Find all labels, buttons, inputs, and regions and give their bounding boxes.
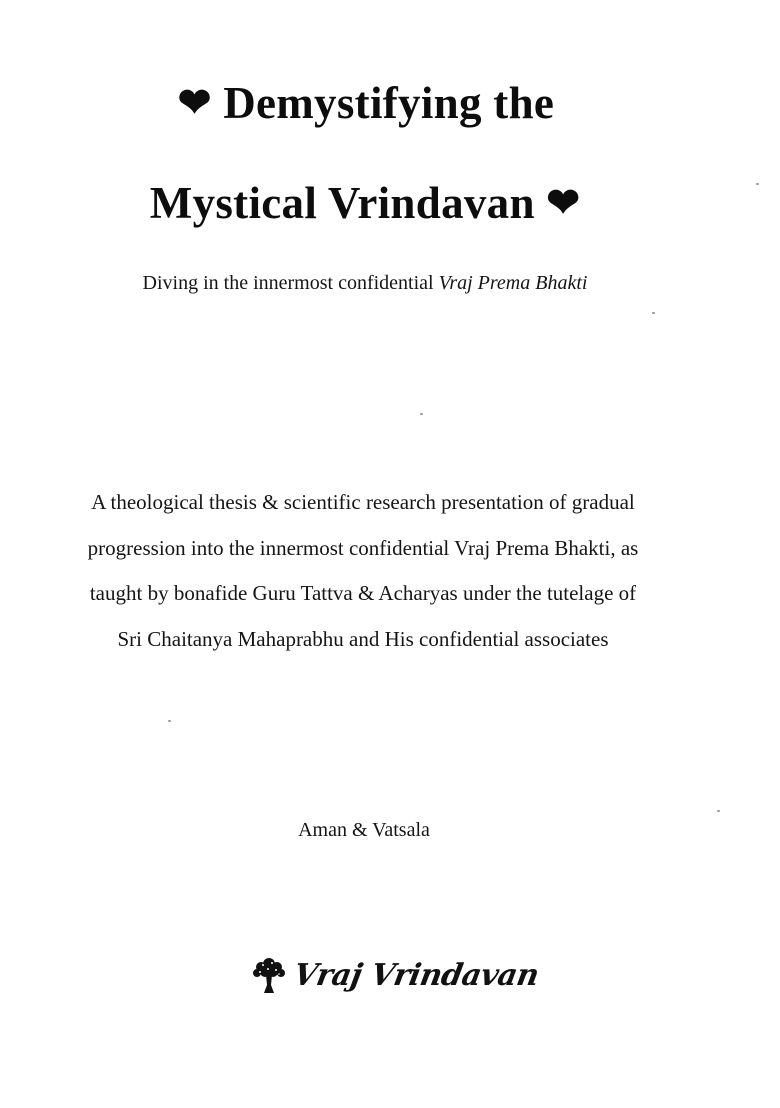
authors: Aman & Vatsala bbox=[298, 819, 430, 841]
publisher-name: Vraj Vrindavan bbox=[290, 957, 542, 993]
scan-speck bbox=[168, 720, 171, 722]
title-line-1 bbox=[0, 78, 732, 128]
abstract-line: taught by bonafide Guru Tattva & Acharyas under the tutelage of bbox=[89, 581, 637, 605]
scan-speck bbox=[652, 312, 655, 314]
title-text-2: Mystical Vrindavan bbox=[149, 178, 535, 228]
subtitle bbox=[0, 270, 730, 296]
abstract-line: A theological thesis & scientific research presentation of gradual bbox=[91, 490, 635, 514]
title-text-1: Demystifying the bbox=[223, 78, 555, 128]
scan-speck bbox=[756, 183, 759, 185]
publisher-logo bbox=[252, 950, 542, 1000]
subtitle-plain: Diving in the innermost confidential bbox=[142, 272, 439, 294]
heart-icon: ❤ bbox=[546, 180, 581, 225]
title-line-2 bbox=[0, 178, 730, 228]
scan-speck bbox=[717, 810, 720, 812]
abstract-line: progression into the innermost confidential Vraj Prema Bhakti, as bbox=[87, 535, 639, 560]
subtitle-italic: Vraj Prema Bhakti bbox=[438, 272, 588, 294]
tree-icon bbox=[252, 955, 286, 995]
heart-icon: ❤ bbox=[177, 80, 212, 125]
scan-speck bbox=[420, 413, 423, 415]
abstract-line: Sri Chaitanya Mahaprabhu and His confidential associates bbox=[117, 626, 609, 651]
abstract bbox=[30, 480, 696, 662]
